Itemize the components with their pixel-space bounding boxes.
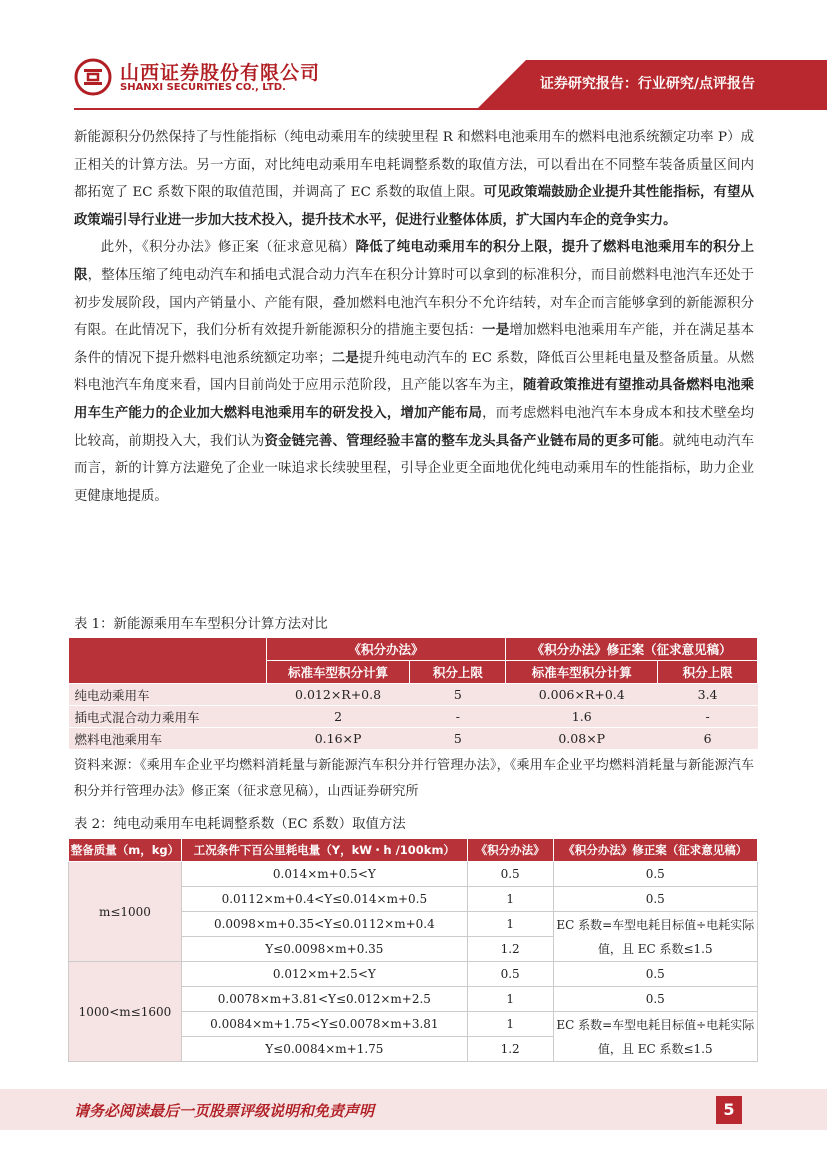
condition-cell: 0.012×m+2.5<Y bbox=[181, 962, 467, 987]
condition-cell: 0.0098×m+0.35<Y≤0.0112×m+0.4 bbox=[181, 912, 467, 937]
para1-bold: 可见政策端鼓励企业提升其性能指标，有望从政策端引导行业进一步加大技术投入，提升技术水平，促进行业整体体质，扩大国内车企的竞争实力。 bbox=[74, 184, 754, 228]
report-type: 证券研究报告：行业研究/点评报告 bbox=[539, 76, 755, 92]
condition-cell: 0.0084×m+1.75<Y≤0.0078×m+3.81 bbox=[181, 1012, 467, 1037]
condition-cell: 0.014×m+0.5<Y bbox=[181, 862, 467, 887]
row-name: 燃料电池乘用车 bbox=[69, 728, 267, 750]
old-value: 1 bbox=[467, 912, 553, 937]
old-value: 1 bbox=[467, 1012, 553, 1037]
para2-bold-4: 随着政策推进有望推动具备燃料电池乘用车生产能力的企业加大燃料电池乘用车的研发投入，增加产能布局 bbox=[74, 377, 755, 421]
cell: 0.012×R+0.8 bbox=[266, 684, 410, 706]
mass-range: 1000<m≤1600 bbox=[69, 962, 182, 1062]
condition-cell: Y≤0.0084×m+1.75 bbox=[181, 1037, 467, 1062]
old-value: 1 bbox=[467, 887, 553, 912]
new-ec-formula: EC 系数=车型电耗目标值÷电耗实际值，且 EC 系数≤1.5 bbox=[553, 1012, 757, 1062]
cell: 3.4 bbox=[658, 684, 758, 706]
old-value: 1 bbox=[467, 987, 553, 1012]
old-value: 1.2 bbox=[467, 937, 553, 962]
cell: 0.08×P bbox=[506, 728, 658, 750]
para2-text-4: 提升纯电动汽车的 EC 系数，降低百公里耗电量及整备质量。从燃料电池汽车角度来看，国内目前尚处于应用示范阶段，且产能以客车为主， bbox=[74, 350, 755, 394]
table1-group-new: 《积分办法》修正案（征求意见稿） bbox=[506, 638, 758, 661]
company-name-en: SHANXI SECURITIES CO., LTD. bbox=[120, 82, 286, 93]
table2-header-cond: 工况条件下百公里耗电量（Y，kW・h /100km） bbox=[181, 839, 467, 862]
paragraph-2 bbox=[74, 234, 754, 510]
para2-text-5: ，而考虑燃料电池汽车本身成本和技术壁垒均比较高，前期投入大，我们认为 bbox=[74, 405, 755, 449]
company-logo-icon bbox=[74, 58, 112, 96]
table1-col-std-new: 标准车型积分计算 bbox=[506, 661, 658, 684]
mass-range: m≤1000 bbox=[69, 862, 182, 962]
table-row bbox=[69, 862, 758, 887]
table-row bbox=[69, 728, 758, 750]
cell: 5 bbox=[410, 728, 506, 750]
new-value: 0.5 bbox=[553, 862, 757, 887]
table1-col-std-old: 标准车型积分计算 bbox=[266, 661, 410, 684]
table1-group-old: 《积分办法》 bbox=[266, 638, 506, 661]
old-value: 1.2 bbox=[467, 1037, 553, 1062]
cell: - bbox=[658, 706, 758, 728]
table1-col-cap-old: 积分上限 bbox=[410, 661, 506, 684]
body-text bbox=[74, 124, 754, 510]
condition-cell: Y≤0.0098×m+0.35 bbox=[181, 937, 467, 962]
new-value: 0.5 bbox=[553, 987, 757, 1012]
table1 bbox=[68, 637, 758, 749]
para2-text-3: 增加燃料电池乘用车产能，并在满足基本条件的情况下提升燃料电池系统额定功率； bbox=[74, 323, 755, 366]
cell: 2 bbox=[266, 706, 410, 728]
table1-caption: 表 1：新能源乘用车车型积分计算方法对比 bbox=[74, 617, 328, 632]
para2-bold-3: 二是 bbox=[331, 349, 359, 366]
cell: 0.006×R+0.4 bbox=[506, 684, 658, 706]
disclaimer-text: 请务必阅读最后一页股票评级说明和免责声明 bbox=[74, 1102, 375, 1120]
row-name: 插电式混合动力乘用车 bbox=[69, 706, 267, 728]
condition-cell: 0.0112×m+0.4<Y≤0.014×m+0.5 bbox=[181, 887, 467, 912]
new-value: 0.5 bbox=[553, 887, 757, 912]
cell: 6 bbox=[658, 728, 758, 750]
para2-bold-1: 降低了纯电动乘用车的积分上限，提升了燃料电池乘用车的积分上限 bbox=[74, 239, 754, 283]
page-number: 5 bbox=[716, 1096, 742, 1124]
row-name: 纯电动乘用车 bbox=[69, 684, 267, 706]
header-divider bbox=[74, 108, 827, 110]
old-value: 0.5 bbox=[467, 862, 553, 887]
old-value: 0.5 bbox=[467, 962, 553, 987]
table-row bbox=[69, 706, 758, 728]
table1-source: 资料来源：《乘用车企业平均燃料消耗量与新能源汽车积分并行管理办法》，《乘用车企业平均燃料消耗量与新能源汽车积分并行管理办法》修正案（征求意见稿），山西证券研究所 bbox=[74, 758, 754, 799]
table2-header-new: 《积分办法》修正案（征求意见稿） bbox=[553, 839, 757, 862]
table-row bbox=[69, 684, 758, 706]
cell: - bbox=[410, 706, 506, 728]
table1-corner bbox=[69, 638, 267, 684]
company-name-cn: 山西证券股份有限公司 bbox=[120, 62, 321, 84]
table1-col-cap-new: 积分上限 bbox=[658, 661, 758, 684]
cell: 1.6 bbox=[506, 706, 658, 728]
para2-text-1: 此外，《积分办法》修正案（征求意见稿） bbox=[100, 240, 356, 256]
cell: 5 bbox=[410, 684, 506, 706]
para2-bold-2: 一是 bbox=[482, 322, 510, 339]
new-ec-formula: EC 系数=车型电耗目标值÷电耗实际值，且 EC 系数≤1.5 bbox=[553, 912, 757, 962]
condition-cell: 0.0078×m+3.81<Y≤0.012×m+2.5 bbox=[181, 987, 467, 1012]
para1-text: 新能源积分仍然保持了与性能指标（纯电动乘用车的续驶里程 R 和燃料电池乘用车的燃料电池系统额定功率 P）成正相关的计算方法。另一方面，对比纯电动乘用车电耗调整系数的取值方法，可以看出在不同整车装备质量区间内都拓宽了 EC 系数下限的取值范围，并调高了 EC 系数的取值上限。 bbox=[74, 130, 754, 201]
new-value: 0.5 bbox=[553, 962, 757, 987]
table2 bbox=[68, 838, 758, 1062]
page-header bbox=[0, 0, 827, 112]
table2-caption: 表 2：纯电动乘用车电耗调整系数（EC 系数）取值方法 bbox=[74, 817, 406, 832]
table2-header-old: 《积分办法》 bbox=[467, 839, 553, 862]
para2-text-2: ，整体压缩了纯电动汽车和插电式混合动力汽车在积分计算时可以拿到的标准积分，而目前燃料电池汽车还处于初步发展阶段，国内产销量小、产能有限，叠加燃料电池汽车积分不允许结转，对车企而言能够拿到的新能源积分有限。在此情况下，我们分析有效提升新能源积分的措施主要包括： bbox=[74, 267, 755, 339]
paragraph-1 bbox=[74, 124, 754, 234]
para2-bold-5: 资金链完善、管理经验丰富的整车龙头具备产业链布局的更多可能 bbox=[264, 432, 659, 449]
table-row bbox=[69, 962, 758, 987]
para2-text-6: 。就纯电动汽车而言，新的计算方法避免了企业一味追求长续驶里程，引导企业更全面地优化纯电动乘用车的性能指标，助力企业更健康地提质。 bbox=[74, 433, 755, 504]
cell: 0.16×P bbox=[266, 728, 410, 750]
table2-header-mass: 整备质量（m，kg） bbox=[69, 839, 182, 862]
